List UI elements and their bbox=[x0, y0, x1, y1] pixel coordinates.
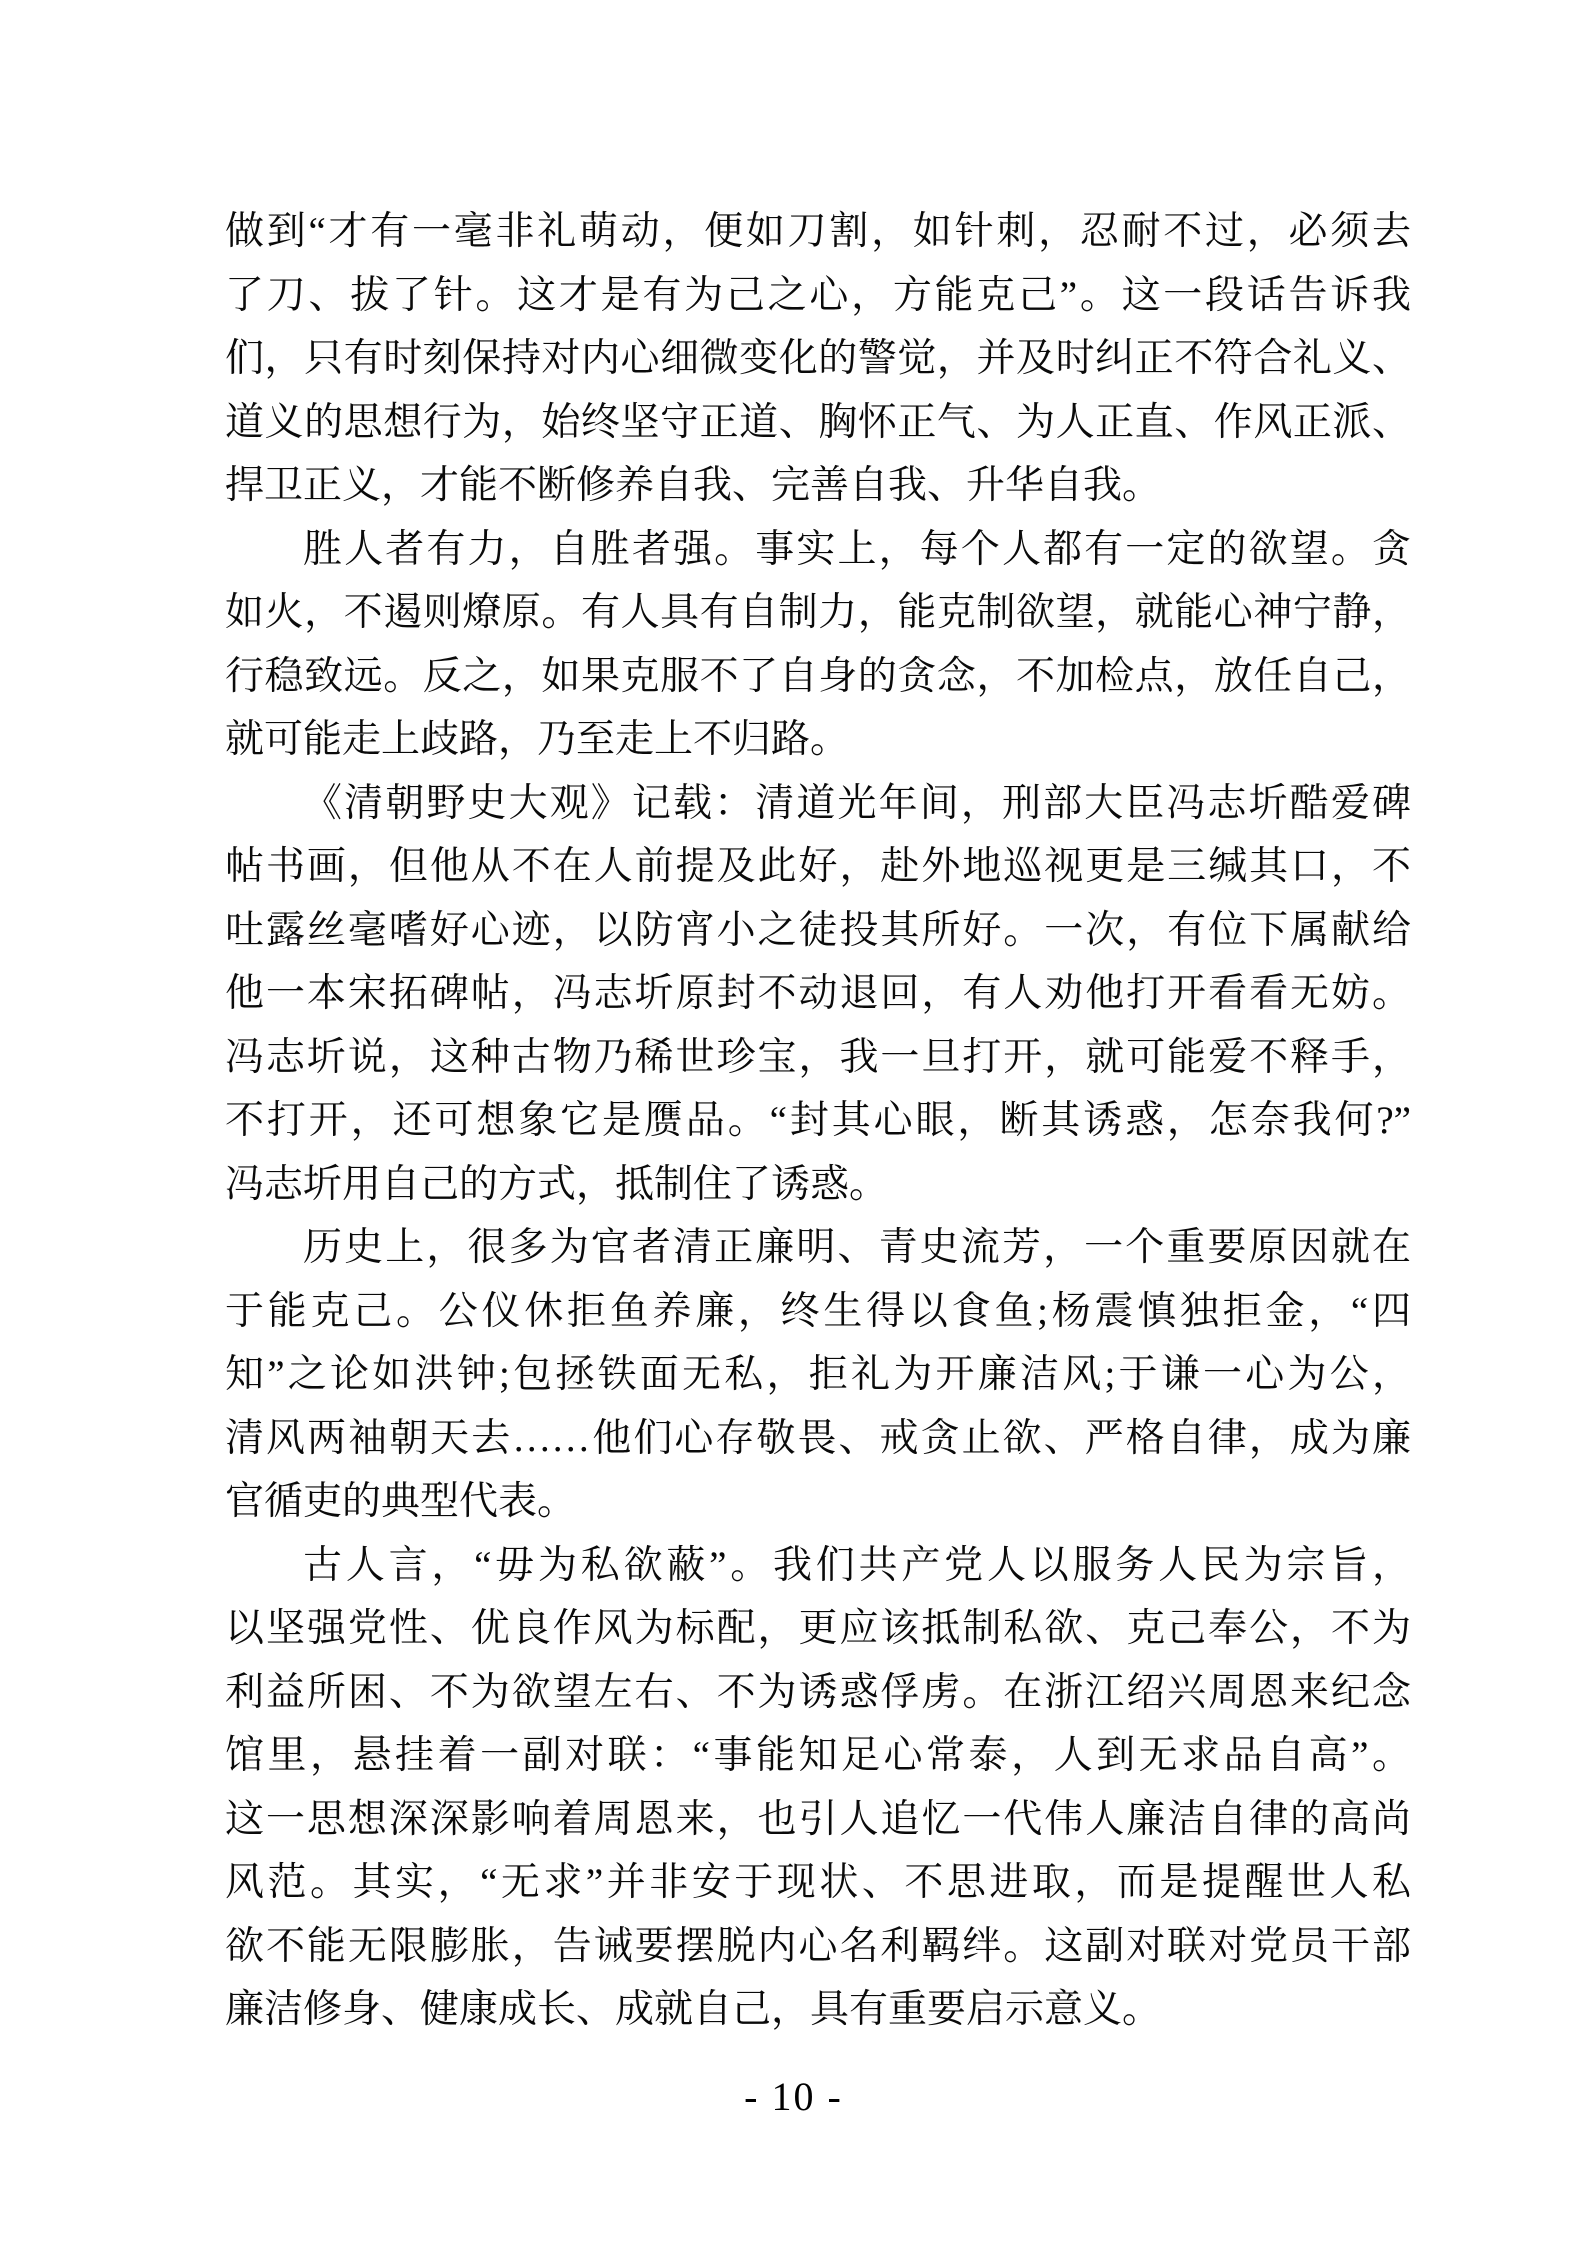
text-line: 知”之论如洪钟;包拯铁面无私，拒礼为开廉洁风;于谦一心为公， bbox=[225, 1353, 1411, 1396]
text-line: 了刀、拔了针。这才是有为己之心，方能克己”。这一段话告诉我 bbox=[225, 273, 1411, 317]
text-line: 帖书画，但他从不在人前提及此好，赴外地巡视更是三缄其口，不 bbox=[225, 845, 1411, 888]
text-line: 历史上，很多为官者清正廉明、青史流芳，一个重要原因就在 bbox=[303, 1226, 1411, 1269]
text-line: 冯志圻说，这种古物乃稀世珍宝，我一旦打开，就可能爱不释手， bbox=[225, 1035, 1411, 1079]
text-line: 不打开，还可想象它是赝品。“封其心眼，断其诱惑，怎奈我何?” bbox=[225, 1099, 1411, 1142]
text-line: 欲不能无限膨胀，告诫要摆脱内心名利羁绊。这副对联对党员干部 bbox=[225, 1924, 1411, 1968]
text-line: 他一本宋拓碑帖，冯志圻原封不动退回，有人劝他打开看看无妨。 bbox=[225, 972, 1411, 1015]
text-line: 于能克己。公仪休拒鱼养廉，终生得以食鱼;杨震慎独拒金，“四 bbox=[225, 1289, 1411, 1333]
text-line: 如火，不遏则燎原。有人具有自制力，能克制欲望，就能心神宁静， bbox=[225, 591, 1411, 634]
paragraph bbox=[225, 772, 1411, 1217]
text-line: 风范。其实，“无求”并非安于现状、不思进取，而是提醒世人私 bbox=[225, 1861, 1411, 1904]
text-line: 《清朝野史大观》记载：清道光年间，刑部大臣冯志圻酷爱碑 bbox=[303, 781, 1411, 825]
text-line: 就可能走上歧路，乃至走上不归路。 bbox=[225, 718, 850, 761]
text-line: 廉洁修身、健康成长、成就自己，具有重要启示意义。 bbox=[225, 1988, 1162, 2031]
text-line: 冯志圻用自己的方式，抵制住了诱惑。 bbox=[225, 1162, 889, 1206]
text-line: 道义的思想行为，始终坚守正道、胸怀正气、为人正直、作风正派、 bbox=[225, 400, 1411, 444]
text-line: 这一思想深深影响着周恩来，也引人追忆一代伟人廉洁自律的高尚 bbox=[225, 1797, 1411, 1841]
paragraph bbox=[225, 518, 1411, 772]
paragraph bbox=[225, 1534, 1411, 2042]
text-line: 行稳致远。反之，如果克服不了自身的贪念，不加检点，放任自己， bbox=[225, 654, 1411, 698]
text-line: 馆里，悬挂着一副对联：“事能知足心常泰，人到无求品自高”。 bbox=[225, 1734, 1411, 1777]
text-line: 利益所困、不为欲望左右、不为诱惑俘虏。在浙江绍兴周恩来纪念 bbox=[225, 1670, 1411, 1714]
text-line: 以坚强党性、优良作风为标配，更应该抵制私欲、克己奉公，不为 bbox=[225, 1607, 1411, 1650]
text-line: 吐露丝毫嗜好心迹，以防宵小之徒投其所好。一次，有位下属献给 bbox=[225, 908, 1411, 952]
text-line: 清风两袖朝天去……他们心存敬畏、戒贪止欲、严格自律，成为廉 bbox=[225, 1416, 1411, 1460]
text-block bbox=[225, 200, 1411, 2042]
text-line: 捍卫正义，才能不断修养自我、完善自我、升华自我。 bbox=[225, 464, 1162, 507]
text-line: 胜人者有力，自胜者强。事实上，每个人都有一定的欲望。贪 bbox=[303, 527, 1411, 571]
text-line: 古人言，“毋为私欲蔽”。我们共产党人以服务人民为宗旨， bbox=[303, 1543, 1411, 1587]
text-line: 官循吏的典型代表。 bbox=[225, 1480, 577, 1523]
page-number: - 10 - bbox=[744, 2074, 843, 2119]
paragraph bbox=[225, 1216, 1411, 1534]
text-line: 做到“才有一毫非礼萌动，便如刀割，如针刺，忍耐不过，必须去 bbox=[225, 210, 1411, 253]
paragraph bbox=[225, 200, 1411, 518]
text-line: 们，只有时刻保持对内心细微变化的警觉，并及时纠正不符合礼义、 bbox=[225, 337, 1411, 380]
